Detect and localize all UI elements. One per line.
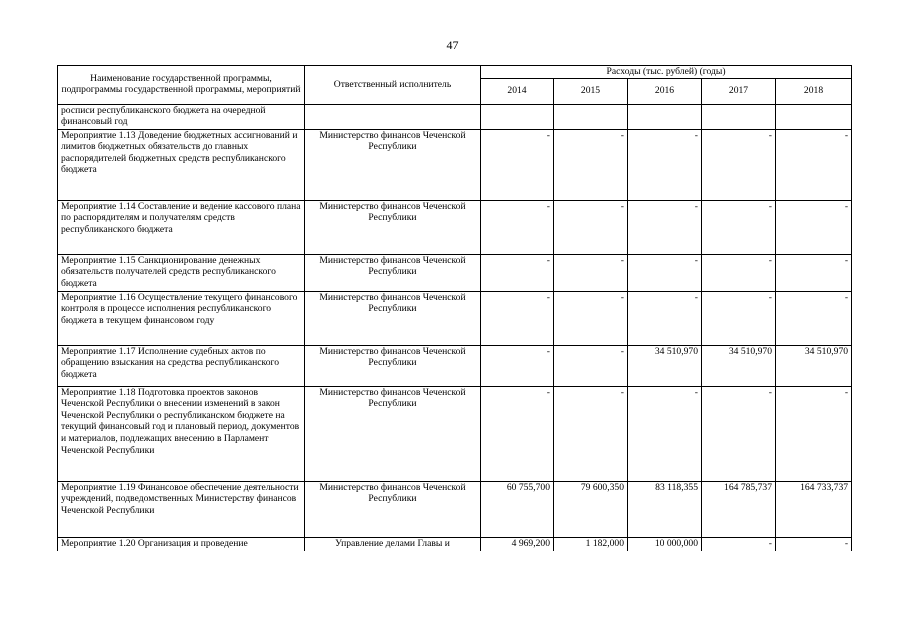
table-row	[58, 481, 852, 537]
header-year: 2014	[481, 78, 554, 104]
row-value-2017	[702, 104, 776, 129]
table-row	[58, 200, 852, 254]
row-value-2014: -	[481, 254, 554, 291]
row-value-2015: -	[554, 254, 628, 291]
row-value-2014: -	[481, 129, 554, 200]
row-value-2017: -	[702, 386, 776, 481]
row-value-2015: 79 600,350	[554, 481, 628, 537]
row-value-2017: 164 785,737	[702, 481, 776, 537]
header-year: 2017	[702, 78, 776, 104]
row-executor: Министерство финансов Чеченской Республики	[305, 291, 481, 345]
row-executor: Министерство финансов Чеченской Республики	[305, 254, 481, 291]
row-name: Мероприятие 1.18 Подготовка проектов законов Чеченской Республики о внесении изменений в закон Чеченской Республики о республиканском бюджете на текущий финансовый год и плановый период, документов и материалов, подлежащих внесению в Парламент Чеченской Республики	[58, 386, 305, 481]
row-value-2017: -	[702, 129, 776, 200]
row-name: Мероприятие 1.15 Санкционирование денежных обязательств получателей средств республиканского бюджета	[58, 254, 305, 291]
row-value-2018: 34 510,970	[776, 345, 852, 386]
row-value-2018: -	[776, 200, 852, 254]
row-value-2016: 34 510,970	[628, 345, 702, 386]
row-value-2018	[776, 104, 852, 129]
row-value-2015: -	[554, 345, 628, 386]
row-executor: Управление делами Главы и	[305, 537, 481, 551]
header-expenses-group: Расходы (тыс. рублей) (годы)	[481, 66, 852, 79]
row-value-2014: 4 969,200	[481, 537, 554, 551]
table-row	[58, 291, 852, 345]
row-value-2018: -	[776, 386, 852, 481]
row-name: Мероприятие 1.13 Доведение бюджетных ассигнований и лимитов бюджетных обязательств до главных распорядителей бюджетных средств республиканского бюджета	[58, 129, 305, 200]
row-name: росписи республиканского бюджета на очередной финансовый год	[58, 104, 305, 129]
row-value-2017: -	[702, 254, 776, 291]
row-value-2016: -	[628, 129, 702, 200]
row-value-2015: -	[554, 200, 628, 254]
row-value-2014: 60 755,700	[481, 481, 554, 537]
row-value-2016: -	[628, 200, 702, 254]
row-executor: Министерство финансов Чеченской Республики	[305, 200, 481, 254]
row-value-2017: -	[702, 537, 776, 551]
row-value-2016: 83 118,355	[628, 481, 702, 537]
header-year: 2016	[628, 78, 702, 104]
row-value-2016: 10 000,000	[628, 537, 702, 551]
header-year: 2018	[776, 78, 852, 104]
row-value-2018: -	[776, 254, 852, 291]
row-value-2014: -	[481, 345, 554, 386]
row-name: Мероприятие 1.14 Составление и ведение кассового плана по распорядителям и получателям средств республиканского бюджета	[58, 200, 305, 254]
row-value-2017: 34 510,970	[702, 345, 776, 386]
row-name: Мероприятие 1.19 Финансовое обеспечение деятельности учреждений, подведомственных Министерству финансов Чеченской Республики	[58, 481, 305, 537]
row-value-2017: -	[702, 291, 776, 345]
header-year: 2015	[554, 78, 628, 104]
row-value-2016: -	[628, 386, 702, 481]
row-value-2014: -	[481, 200, 554, 254]
table-row	[58, 129, 852, 200]
row-executor: Министерство финансов Чеченской Республики	[305, 481, 481, 537]
row-value-2014	[481, 104, 554, 129]
row-value-2018: -	[776, 537, 852, 551]
header-name-column: Наименование государственной программы, подпрограммы государственной программы, мероприятий	[58, 66, 305, 105]
table-row	[58, 254, 852, 291]
row-value-2015: 1 182,000	[554, 537, 628, 551]
row-name: Мероприятие 1.20 Организация и проведение	[58, 537, 305, 551]
row-value-2014: -	[481, 291, 554, 345]
row-name: Мероприятие 1.17 Исполнение судебных актов по обращению взыскания на средства республиканского бюджета	[58, 345, 305, 386]
table-row	[58, 386, 852, 481]
table-row	[58, 537, 852, 551]
row-value-2015	[554, 104, 628, 129]
table-row	[58, 104, 852, 129]
row-name: Мероприятие 1.16 Осуществление текущего финансового контроля в процессе исполнения республиканского бюджета в текущем финансовом году	[58, 291, 305, 345]
table-header-row	[58, 66, 852, 79]
row-value-2016: -	[628, 291, 702, 345]
header-executor-column: Ответственный исполнитель	[305, 66, 481, 105]
row-value-2014: -	[481, 386, 554, 481]
row-value-2015: -	[554, 386, 628, 481]
row-value-2016: -	[628, 254, 702, 291]
row-value-2015: -	[554, 291, 628, 345]
expenses-table	[57, 65, 852, 551]
row-value-2016	[628, 104, 702, 129]
page-number: 47	[446, 38, 459, 52]
row-executor: Министерство финансов Чеченской Республики	[305, 345, 481, 386]
row-value-2018: 164 733,737	[776, 481, 852, 537]
table-row	[58, 345, 852, 386]
row-value-2015: -	[554, 129, 628, 200]
row-executor	[305, 104, 481, 129]
row-executor: Министерство финансов Чеченской Республики	[305, 386, 481, 481]
row-value-2017: -	[702, 200, 776, 254]
row-executor: Министерство финансов Чеченской Республики	[305, 129, 481, 200]
row-value-2018: -	[776, 129, 852, 200]
row-value-2018: -	[776, 291, 852, 345]
